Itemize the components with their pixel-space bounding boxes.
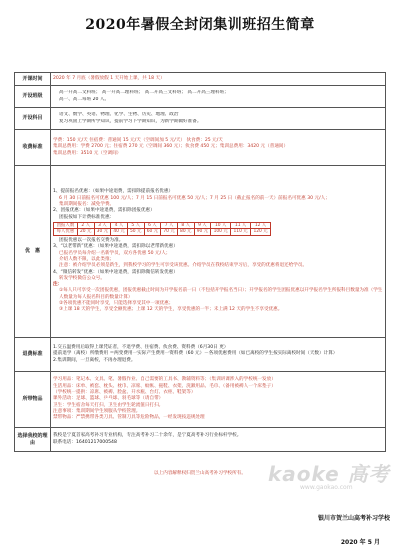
group-size-cell: 12 人	[251, 222, 271, 229]
row-label-refund: 退费标准	[15, 338, 51, 372]
row-label-subjects: 开设科目	[15, 108, 51, 130]
subjects-line-2: 复习巩固上学期所学知识，提前学习下学期知识，为新学期做好准备。	[59, 118, 202, 124]
row-discount	[15, 166, 386, 338]
row-label-contact: 选择我校的理由	[15, 428, 51, 452]
discount-4-a: 转发学校微信公众号。	[59, 275, 105, 281]
discount-2-head: 2、团报优惠：（如果中途退费，需扣除团报优惠）	[53, 208, 155, 214]
group-size-cell: 4 人	[111, 222, 128, 229]
discount-1-b: 集训期间报名：减免学费。	[59, 201, 115, 207]
group-discount-cell: 70 元	[161, 229, 178, 236]
footer-note: 以上内容解释权归贺兰山高考补习学校所有。	[154, 471, 246, 476]
group-discount-cell: 100 元	[211, 229, 231, 236]
discount-2-note: 团报优惠以一次报名交费为准。	[59, 238, 124, 244]
row-label-items: 所带物品	[15, 372, 51, 428]
classes-line-1: 高一升高二文科班； 高一升高二理科班； 高二升高三文科班； 高二升高三理科班；	[59, 90, 229, 96]
row-label-time: 开课时间	[15, 73, 51, 86]
discount-4-head: 4、“微信转发”优惠：（如果中途退费，需扣除微信转发优惠）	[53, 269, 178, 275]
group-size-cell: 11 人	[231, 222, 251, 229]
school-name: 银川市贺兰山高考补习学校	[317, 515, 390, 522]
group-discount-cell: 110 元	[231, 229, 251, 236]
row-label-classes: 开设班级	[15, 86, 51, 108]
discount-note-label: 注：	[53, 282, 63, 288]
discount-2-sub: 团报按如下计费标准优惠：	[59, 214, 115, 220]
page-title: 2020年暑假全封闭集训班招生简章	[85, 17, 315, 33]
row-label-fees: 收费标准	[15, 130, 51, 166]
discount-note-2: ②各项优惠不能同时享受，只能选择享受其中一项优惠；	[59, 301, 174, 307]
fees-line-2: 集训总费用：学费 2700 元；住宿费 270 元（空调间 360 元）；伙食费 450 元；集训总费用：3420 元（普通间）	[53, 144, 289, 150]
subjects-line-1: 语文、数学、英语、物理、化学、生物、历史、地理、政治	[59, 112, 179, 118]
discount-1-head: 1、提前报名优惠：（如果中途退费，需扣除提前报名优惠）	[53, 189, 174, 195]
discount-note-3: ③上课 18 天的学生，享受全额优惠；上课 12 天的学生，享受优惠的一半；未上满 12 天的学生不享受优惠。	[59, 307, 283, 313]
phone-label: 联系电话：	[53, 439, 76, 445]
phone-number: 16401217000548	[75, 439, 117, 445]
watermark-url: www.gaokao.com	[300, 484, 353, 491]
watermark-logo: kaoke 高考	[268, 462, 390, 486]
items-line-5: 卫生：学生宿舍每天打扫，卫生由学生轮流值日打扫。	[53, 402, 164, 408]
row-refund	[15, 338, 386, 372]
group-size-cell: 3 人	[94, 222, 111, 229]
group-vals-label: 每人优惠	[54, 229, 78, 236]
group-discount-table	[53, 222, 271, 236]
group-discount-cell: 50 元	[127, 229, 144, 236]
group-size-cell: 5 人	[127, 222, 144, 229]
items-line-2: 生活用品：床单、被套、枕头、枕巾、凉席、蚊帐、拖鞋、衣架、洗漱用品、毛巾、（备用被褥人一个床垫子）	[53, 383, 276, 389]
group-discount-cell: 80 元	[177, 229, 194, 236]
refund-line-2: 提前退学（离校）所缴费用 ＝两变费用一实际产生费用一资料费（60 元）－各项优惠费用（如已离校的学生按实际离校时间（天数）计算）	[53, 351, 338, 357]
group-size-cell: 9 人	[194, 222, 211, 229]
items-line-3: （学校统一提供：凉席、被褥、脸盆、开水瓶、台灯、衣柜、鞋架等）	[53, 390, 196, 396]
row-items	[15, 372, 386, 428]
group-head-row	[54, 222, 271, 229]
group-size-cell: 7 人	[161, 222, 178, 229]
group-vals-row	[54, 229, 271, 236]
row-subjects	[15, 108, 386, 130]
group-size-cell: 2 人	[77, 222, 94, 229]
discount-note-1: ①每人只可享受一次团报优惠，团报优惠截止时间为开学报名前一日（不包括开学报名当日）；开学报名的学生团报优惠以开学报名学生所报科目数量为准（学生人数量为每人报名科目的数量计算）	[59, 288, 383, 300]
group-size-cell: 8 人	[177, 222, 194, 229]
row-fees	[15, 130, 386, 166]
items-line-4: 课外活动：足球、篮球、乒乓球、羽毛球等（请自带）	[53, 396, 164, 402]
info-table	[14, 72, 386, 452]
refund-line-1: 1.交五温费用后取得上课凭证者，不退学费、住宿费、伙食费、资料费（6月30日 更）	[53, 345, 229, 351]
discount-3-b: 介绍人数不限，以此类推；	[59, 256, 115, 262]
contact-line-1: 我校是宁夏首家高考补习专业机构，专注高考补习二十余年，是宁夏高考补习行业标杆学校。	[53, 433, 242, 439]
row-time	[15, 73, 386, 86]
group-discount-cell: 20 元	[77, 229, 94, 236]
classes-line-2: 高一、高二每班 20 人。	[59, 96, 110, 102]
fees-line-1: 学费：150 元/天 住宿费：普通间 15 元/天（空调间加 5 元/天） 伙食费：25 元/天	[53, 138, 223, 144]
row-contact	[15, 428, 386, 452]
group-discount-cell: 60 元	[144, 229, 161, 236]
discount-3-head: 3、“以老带新”优惠：（如果中途退费，需扣除以老带新优惠）	[53, 244, 178, 250]
fees-line-3: 集训总费用：3510 元（空调间）	[53, 150, 122, 156]
group-discount-cell: 40 元	[111, 229, 128, 236]
row-classes	[15, 86, 386, 108]
items-line-1: 学习用品：笔记本、文具、笔、暑假作业、自己需要的工具书、教辅资料等；（集训讲课涉入的学校统一发放）	[53, 377, 276, 383]
group-discount-cell: 120 元	[251, 229, 271, 236]
group-size-cell: 10 人	[211, 222, 231, 229]
group-head-label: 团报人数	[54, 222, 78, 229]
discount-1-a: 6 月 30 日前报名可优惠 100 元/人；7 月 15 日前报名可优惠 50 元/人；7 月 25 日（截止报名的前一天）前报名可优惠 30 元/人；	[59, 195, 330, 201]
discount-3-c: 注意：被介绍学员必须是新生，到我校学习的学生可享受该优惠。介绍学员在我校结束学习后，享受的优惠将退还给学员。	[59, 263, 308, 269]
course-time: 2020 年 7 月底（暑假放假 1 天开始上课，共 18 天）	[51, 73, 386, 86]
refund-line-3: 2.集训期间，一旦离校，不再办理退费。	[53, 357, 136, 363]
issue-date: 2020 年 5 月	[340, 539, 380, 546]
items-line-6: 注意事项：集训期间学生须服从学校管理。	[53, 408, 141, 414]
items-line-7: 禁带物品：严禁携带各类刀具、管制刀具等危险物品，一经发现按违规处理	[53, 415, 205, 421]
row-label-discount: 优 惠	[15, 166, 51, 338]
group-discount-cell: 30 元	[94, 229, 111, 236]
discount-3-a: 已报名学员每介绍一名新学员，双方各优惠 50 元/人；	[59, 250, 171, 256]
group-discount-cell: 90 元	[194, 229, 211, 236]
group-size-cell: 6 人	[144, 222, 161, 229]
